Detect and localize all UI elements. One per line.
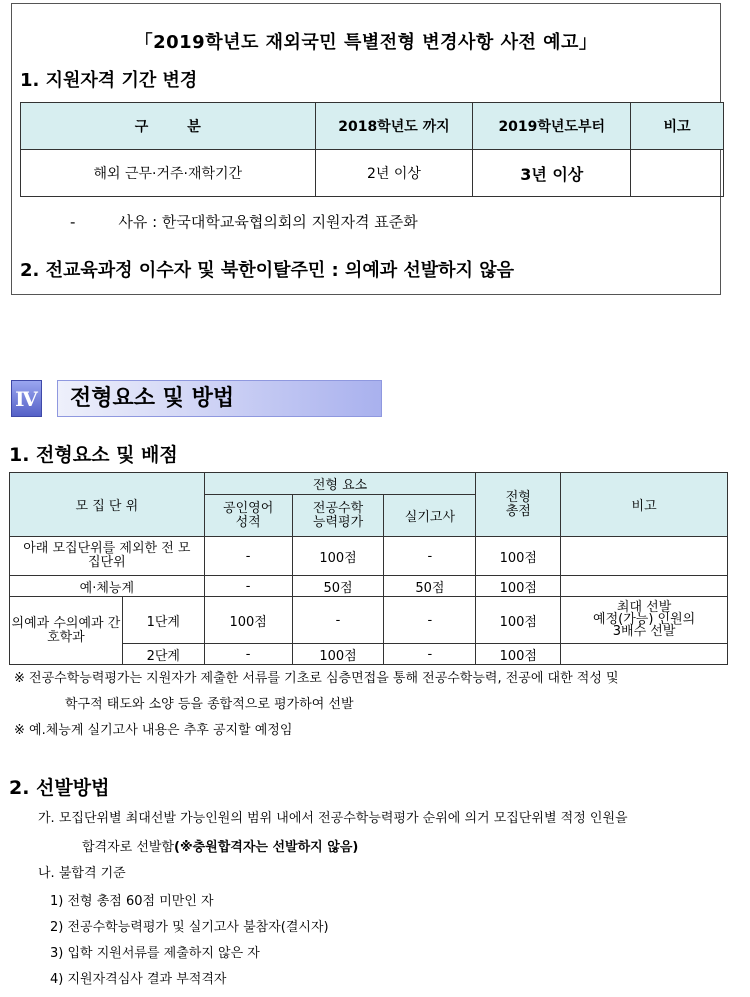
cell-stage: 1단계	[122, 597, 204, 644]
cell-from-2019: 3년 이상	[473, 150, 631, 197]
cell-english: -	[204, 644, 292, 665]
notice-table-row	[21, 150, 724, 197]
elements-heading: 1. 전형요소 및 배점	[9, 444, 178, 466]
cell-major-math: 100점	[292, 644, 384, 665]
cell-note	[561, 576, 728, 597]
cell-note: 최대 선발 예정(가능) 인원의 3배수 선발	[561, 597, 728, 644]
elements-header-row-1	[10, 473, 728, 495]
header-english: 공인영어 성적	[204, 495, 292, 537]
header-unit: 모 집 단 위	[10, 473, 205, 537]
section-number-badge: Ⅳ	[11, 380, 42, 417]
cell-practical: 50점	[384, 576, 476, 597]
cell-total: 100점	[476, 537, 561, 576]
cell-major-math: -	[292, 597, 384, 644]
method-heading: 2. 선발방법	[9, 777, 110, 799]
cell-unit: 예·체능계	[10, 576, 205, 597]
list-item: 2) 전공수학능력평가 및 실기고사 불참자(결시자)	[50, 920, 329, 935]
cell-stage: 2단계	[122, 644, 204, 665]
method-item-a: 가. 모집단위별 최대선발 가능인원의 범위 내에서 전공수학능력평가 순위에 의거 모집단위별 적정 인원을	[38, 811, 628, 826]
cell-total: 100점	[476, 576, 561, 597]
note-practical: ※ 예.체능계 실기고사 내용은 추후 공지할 예정임	[14, 723, 293, 738]
notice-heading-2: 2. 전교육과정 이수자 및 북한이탈주민 : 의예과 선발하지 않음	[20, 260, 515, 281]
method-item-a-plain: 합격자로 선발함	[82, 840, 175, 855]
header-remarks: 비고	[631, 103, 724, 150]
cell-english: -	[204, 537, 292, 576]
cell-total: 100점	[476, 597, 561, 644]
cell-practical: -	[384, 537, 476, 576]
cell-major-math: 100점	[292, 537, 384, 576]
note-evaluation: ※ 전공수학능력평가는 지원자가 제출한 서류를 기초로 심층면접을 통해 전공수학능력, 전공에 대한 적성 및	[14, 671, 619, 686]
notice-table	[20, 102, 724, 197]
elements-table	[9, 472, 728, 665]
cell-practical: -	[384, 597, 476, 644]
cell-major-math: 50점	[292, 576, 384, 597]
header-major-math: 전공수학 능력평가	[292, 495, 384, 537]
section-title: 전형요소 및 방법	[70, 386, 235, 411]
method-item-a-cont	[82, 836, 358, 855]
notice-reason: - 사유 : 한국대학교육협의회의 지원자격 표준화	[70, 213, 418, 231]
table-row	[10, 576, 728, 597]
notice-table-header-row	[21, 103, 724, 150]
list-item: 4) 지원자격심사 결과 부적격자	[50, 972, 227, 987]
cell-english: -	[204, 576, 292, 597]
notice-heading-1: 1. 지원자격 기간 변경	[20, 70, 198, 91]
header-until-2018: 2018학년도 까지	[315, 103, 473, 150]
header-total: 전형 총점	[476, 473, 561, 537]
header-category: 구 분	[21, 103, 316, 150]
list-item: 3) 입학 지원서류를 제출하지 않은 자	[50, 946, 260, 961]
notice-box	[11, 3, 721, 295]
cell-unit: 의예과 수의예과 간호학과	[10, 597, 123, 665]
cell-unit: 아래 모집단위를 제외한 전 모집단위	[10, 537, 205, 576]
cell-english: 100점	[204, 597, 292, 644]
note-evaluation-cont: 학구적 태도와 소양 등을 종합적으로 평가하여 선발	[65, 697, 354, 712]
notice-title: 「2019학년도 재외국민 특별전형 변경사항 사전 예고」	[134, 32, 598, 53]
header-elements: 전형 요소	[204, 473, 476, 495]
header-note: 비고	[561, 473, 728, 537]
list-item: 1) 전형 총점 60점 미만인 자	[50, 894, 214, 909]
cell-remarks	[631, 150, 724, 197]
cell-until-2018: 2년 이상	[315, 150, 473, 197]
cell-note	[561, 537, 728, 576]
cell-note	[561, 644, 728, 665]
table-row	[10, 597, 728, 644]
cell-practical: -	[384, 644, 476, 665]
method-item-b: 나. 불합격 기준	[38, 866, 126, 881]
method-item-a-bold: (※충원합격자는 선발하지 않음)	[174, 840, 359, 855]
header-practical: 실기고사	[384, 495, 476, 537]
cell-total: 100점	[476, 644, 561, 665]
table-row	[10, 537, 728, 576]
cell-period-label: 해외 근무·거주·재학기간	[21, 150, 316, 197]
header-from-2019: 2019학년도부터	[473, 103, 631, 150]
